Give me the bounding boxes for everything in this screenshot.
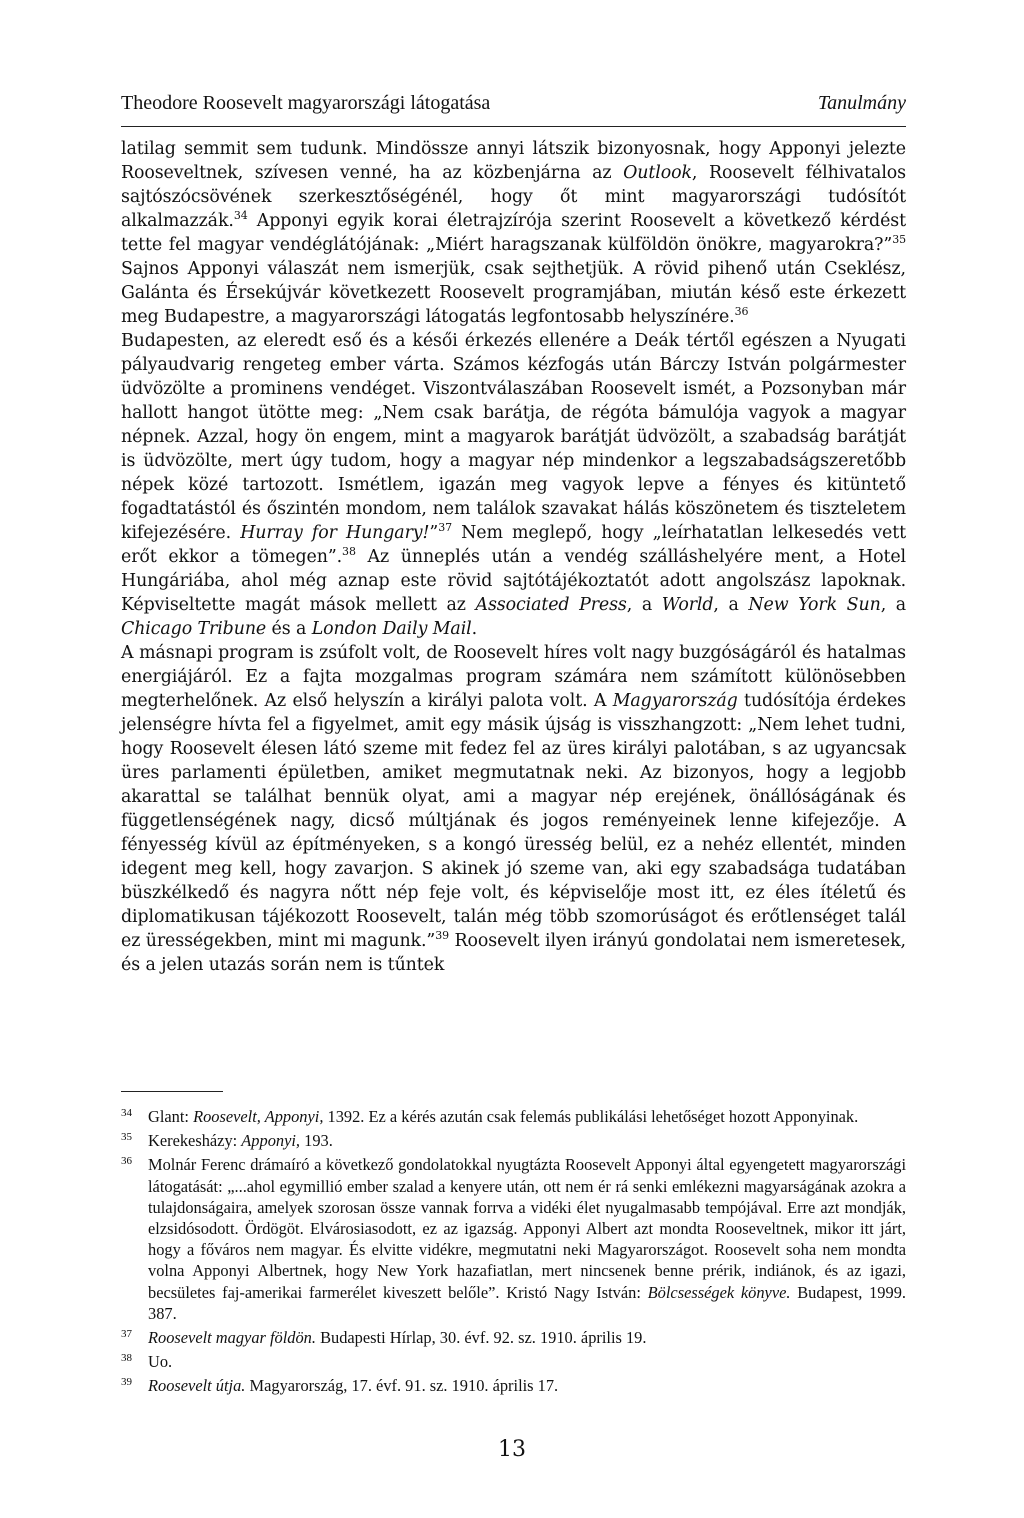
footnote-39 xyxy=(121,1375,906,1396)
text-run: A másnapi program is zsúfolt volt, de Roosevelt híres volt nagy buzgóságáról és hatalmas energiájáról. Ez a fajta mozgalmas program számára nem számított különösebben megterhelőnek. Az első helyszín a királyi palota volt. A xyxy=(121,643,906,711)
text-run: , Roosevelt félhivatalos sajtószócsövének szerkesztőségénél, hogy őt mint magyarországi tudósítót alkalmazzák. xyxy=(121,163,906,231)
footnote-ref-36[interactable]: 36 xyxy=(734,305,749,318)
text-run: tudósítója érdekes jelenségre hívta fel a figyelmet, amit egy másik újság is visszhangzott: „Nem lehet tudni, hogy Roosevelt élesen látó szeme mit fedez fel az üres királyi palotában, s az ugyancsak üres parlamenti épületben, amiket megmutatnak neki. Az bizonyos, hogy a legjobb akarattal se találhat bennük olyat, ami a magyar nép erejének, önállóságának és függetlenségének nagy, dicső múltjának és jogos reményeinek lenne kifejezője. A fényesség kívül az építményeken, s a kongó üresség belül, ez a nehéz ellentét, minden idegent meg kell, hogy zavarjon. S akinek jó szeme van, aki egy szabadsága tudatában büszkélkedő és nagyra nőtt nép feje volt, és képviselője most itt, ez éles ítéletű és diplomatikusan tájékozott Roosevelt, talán még több szomorúságot és erőtlenséget talál ez ürességekben, mint mi magunk.” xyxy=(121,691,906,951)
text-run: . xyxy=(471,619,478,639)
footnote-number: 38 xyxy=(121,1352,132,1365)
text-run: Roosevelt ilyen irányú gondolatai nem ismeretesek, és a jelen utazás során nem is tűntek xyxy=(121,931,906,975)
footnote-number: 34 xyxy=(121,1107,132,1119)
article-body xyxy=(121,137,906,977)
text-run: Budapesti Hírlap, 30. évf. 92. sz. 1910. április 19. xyxy=(315,1328,647,1348)
text-run: , a xyxy=(626,595,662,615)
text-run: Budapest, 1999. 387. xyxy=(148,1282,906,1323)
footnote-ref-39[interactable]: 39 xyxy=(435,929,450,942)
footnote-35 xyxy=(121,1130,906,1151)
text-run-italic: Chicago Tribune xyxy=(121,619,267,639)
text-run: Molnár Ferenc drámaíró a következő gondolatokkal nyugtázta Roosevelt Apponyi által egyengetett magyarországi látogatását: „...ahol egymillió ember szalad a kenyere után, ott nem ér rá senki emlékezni magyarságának azokra a tulajdonságaira, amelyek szorosan össze vannak forrva a vidéki élet nyugalmasabb tempójával. Erre azt mondják, elzsidósodott. Ördögöt. Elvárosiasodott, ez az igazság. Apponyi Albert azt mondta Rooseveltnek, mikor itt járt, hogy a főváros nem magyar. És elvitte vidékre, megmutatni neki Magyarországot. Roosevelt soha nem mondta volna Apponyi Albertnek, hogy New York hazafiatlan, mert nincsenek benne prérik, indiánok, és az igazi, becsületes faj-amerikai farmerélet kiveszett belőle”. Kristó Nagy István: xyxy=(148,1155,906,1302)
text-run-italic: Roosevelt, Apponyi, xyxy=(193,1107,324,1126)
text-run: Magyarország, 17. évf. 91. sz. 1910. április 17. xyxy=(245,1376,559,1396)
footnote-number: 37 xyxy=(121,1328,132,1341)
text-run: Glant: xyxy=(148,1107,194,1126)
page-number: 13 xyxy=(498,1437,526,1462)
text-run-italic: Outlook xyxy=(623,163,692,183)
footnote-number: 36 xyxy=(121,1155,132,1168)
text-run-italic: Roosevelt útja. xyxy=(148,1376,246,1396)
text-run: Apponyi egyik korai életrajzírója szerint Roosevelt a következő kérdést tette fel magyar vendéglátójának: „Miért haragszanak külföldön önökre, magyarokra?” xyxy=(121,211,906,255)
text-run: Budapesten, az eleredt eső és a késői érkezés ellenére a Deák tértől egészen a Nyugati pályaudvarig rengeteg ember várta. Számos kézfogás után Bárczy István polgármester üdvözölte a prominens vendéget. Viszontválaszában Roosevelt ismét, a Pozsonyban már hallott hangot ütötte meg: „Nem csak barátja, de régóta bámulója vagyok a magyar népnek. Azzal, hogy ön engem, mint a magyarok barátját üdvözölt, a szabadság barátját is üdvözölte, mert úgy tudom, hogy a magyar nép mindenkor a legszabadságszeretőbb népek közé tartozott. Ismétlem, igazán meg vagyok lepve a fényes és kitüntető fogadtatástól és őszintén mondom, nem találok szavakat hálás köszönetem és tiszteletem kifejezésére. xyxy=(121,331,906,543)
paragraph-1 xyxy=(121,137,906,329)
text-run: Uo. xyxy=(148,1352,173,1372)
text-run-italic: Roosevelt magyar földön. xyxy=(148,1328,316,1348)
running-header xyxy=(121,92,906,127)
text-run: 1392. Ez a kérés azután csak felemás publikálási lehetőséget hozott Apponyinak. xyxy=(323,1107,859,1126)
text-run: Kerekesházy: xyxy=(148,1131,242,1151)
text-run: 193. xyxy=(300,1131,333,1151)
footnotes xyxy=(121,1106,906,1400)
footnote-ref-34[interactable]: 34 xyxy=(233,209,248,222)
footnote-ref-37[interactable]: 37 xyxy=(438,521,453,534)
footnote-number: 35 xyxy=(121,1131,132,1144)
header-title: Theodore Roosevelt magyarországi látogatása xyxy=(121,92,491,114)
text-run-italic: Hurray for Hungary! xyxy=(240,523,430,543)
text-run: Nem meglepő, hogy „leírhatatlan lelkesedés vett erőt ekkor a tömegen”. xyxy=(121,523,906,567)
footnote-ref-38[interactable]: 38 xyxy=(342,545,356,558)
text-run-italic: Magyarország xyxy=(612,691,738,711)
text-run-italic: Bölcsességek könyve. xyxy=(647,1282,791,1302)
footnote-36 xyxy=(121,1154,906,1324)
text-run: , a xyxy=(880,595,907,615)
text-run-italic: Associated Press xyxy=(475,595,627,615)
footnote-38 xyxy=(121,1351,906,1372)
footnote-34 xyxy=(121,1106,906,1127)
header-section: Tanulmány xyxy=(817,92,906,114)
footnote-divider xyxy=(121,1091,223,1092)
text-run-italic: World xyxy=(661,595,714,615)
paragraph-3 xyxy=(121,641,906,977)
text-run: , a xyxy=(713,595,749,615)
paragraph-2 xyxy=(121,329,906,641)
text-run-italic: London Daily Mail xyxy=(311,619,472,639)
text-run: Sajnos Apponyi válaszát nem ismerjük, csak sejthetjük. A rövid pihenő után Cseklész, Galánta és Érsekújvár következett Roosevelt programjában, miután késő este érkezett meg Budapestre, a magyarországi látogatás legfontosabb helyszínére. xyxy=(121,259,906,327)
text-run-italic: Apponyi, xyxy=(241,1131,301,1151)
footnote-37 xyxy=(121,1327,906,1348)
footnote-number: 39 xyxy=(121,1376,132,1389)
footnote-ref-35[interactable]: 35 xyxy=(892,233,906,246)
text-run: latilag semmit sem tudunk. Mindössze annyi látszik bizonyosnak, hogy Apponyi jelezte Rooseveltnek, szívesen venné, ha az közbenjárna az xyxy=(121,139,906,183)
text-run: ” xyxy=(429,523,439,543)
text-run: Az ünneplés után a vendég szálláshelyére ment, a Hotel Hungáriába, ahol még aznap este rövid sajtótájékoztatót adott angolszász lapoknak. Képviseltette magát mások mellett az xyxy=(121,547,906,615)
text-run-italic: New York Sun xyxy=(748,595,881,615)
text-run: és a xyxy=(266,619,312,639)
